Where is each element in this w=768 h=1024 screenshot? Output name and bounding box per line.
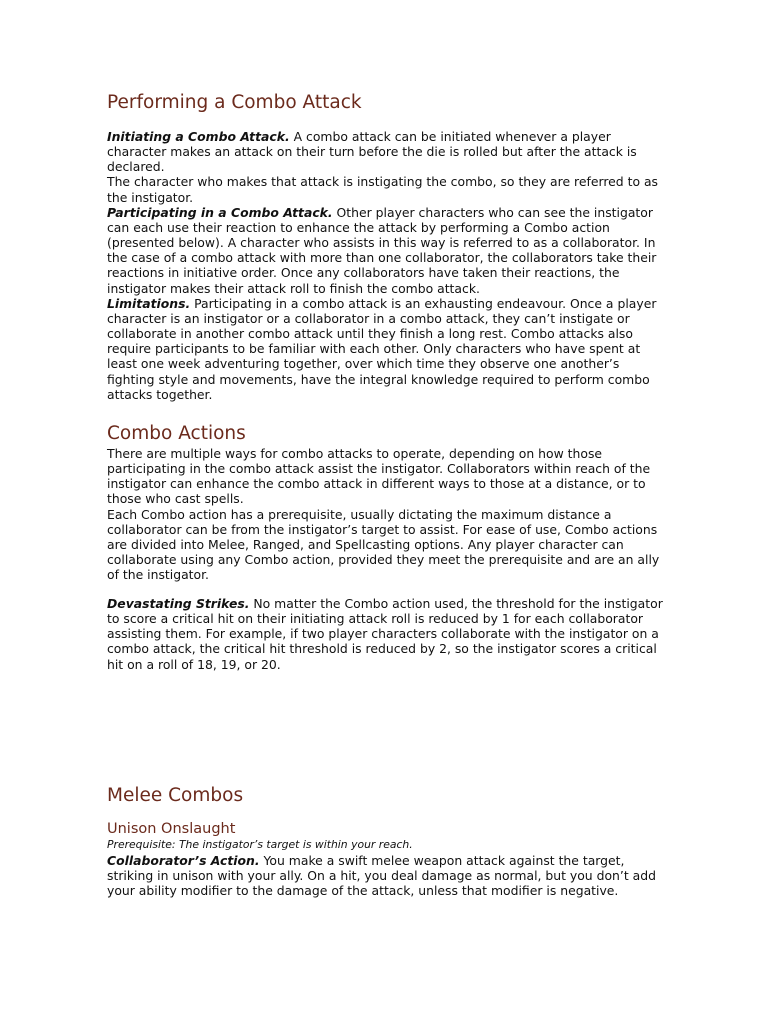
limitations-text: Participating in a combo attack is an exhausting endeavour. Once a player character is an instigator or a collaborator in a combo attack, they can’t instigate or collaborate in another combo attack until they finish a long rest. Combo attacks also require participants to be familiar with each other. Only characters who have spent at least one week adventuring together, over which time they observe one another’s fighting style and movements, have the integral knowledge required to perform combo attacks together.: [107, 295, 657, 402]
combo-attack-rules: [107, 129, 667, 402]
initiating-paragraph: [107, 129, 667, 174]
heading-melee-combos: Melee Combos: [107, 785, 244, 806]
unison-action-lead: Collaborator’s Action.: [107, 853, 260, 868]
heading-performing-combo-attack: Performing a Combo Attack: [107, 92, 362, 113]
unison-action-block: [107, 853, 667, 898]
participating-lead: Participating in a Combo Attack.: [107, 204, 333, 220]
initiating-text: A combo attack can be initiated whenever a player character makes an attack on their turn before the die is rolled but after the attack is declared.: [107, 129, 637, 175]
participating-text: Other player characters who can see the instigator can each use their reaction to enhance the attack by performing a Combo action (presented below). A character who assists in this way is referred to as a collaborator. In the case of a combo attack with more than one collaborator, the collaborators take their reactions in initiative order. Once any collaborators have taken their reactions, the instigator makes their attack roll to finish the combo attack.: [107, 204, 657, 296]
unison-prerequisite: Prerequisite: The instigator’s target is within your reach.: [107, 838, 413, 851]
devastating-strikes-block: [107, 596, 667, 672]
combo-actions-paragraph-1: There are multiple ways for combo attacks to operate, depending on how those participating in the combo attack assist the instigator. Collaborators within reach of the instigator can enhance the combo attack in different ways to those at a distance, or to those who cast spells.: [107, 446, 651, 507]
unison-action-text: You make a swift melee weapon attack against the target, striking in unison with your ally. On a hit, you deal damage as normal, but you don’t add your ability modifier to the damage of the attack, unless that modifier is negative.: [107, 853, 656, 899]
initiating-lead: Initiating a Combo Attack.: [107, 129, 290, 144]
devastating-paragraph: [107, 596, 667, 672]
devastating-text: No matter the Combo action used, the threshold for the instigator to score a critical hit on their initiating attack roll is reduced by 1 for each collaborator assisting them. For example, if two player characters collaborate with the instigator on a combo attack, the critical hit threshold is reduced by 2, so the instigator scores a critical hit on a roll of 18, 19, or 20.: [107, 596, 663, 672]
limitations-lead: Limitations.: [107, 295, 191, 311]
heading-unison-onslaught: Unison Onslaught: [107, 821, 236, 837]
devastating-lead: Devastating Strikes.: [107, 596, 250, 611]
participating-paragraph: [107, 205, 667, 296]
instigator-paragraph: The character who makes that attack is instigating the combo, so they are referred to as the instigator.: [107, 174, 659, 205]
heading-combo-actions: Combo Actions: [107, 423, 246, 444]
unison-action-paragraph: [107, 853, 667, 898]
combo-actions-text: [107, 446, 667, 582]
limitations-paragraph: [107, 296, 667, 402]
combo-actions-paragraph-2: Each Combo action has a prerequisite, usually dictating the maximum distance a collaborator can be from the instigator’s target to assist. For ease of use, Combo actions are divided into Melee, Ranged, and Spellcasting options. Any player character can collaborate using any Combo action, provided they meet the prerequisite and are an ally of the instigator.: [107, 506, 660, 583]
